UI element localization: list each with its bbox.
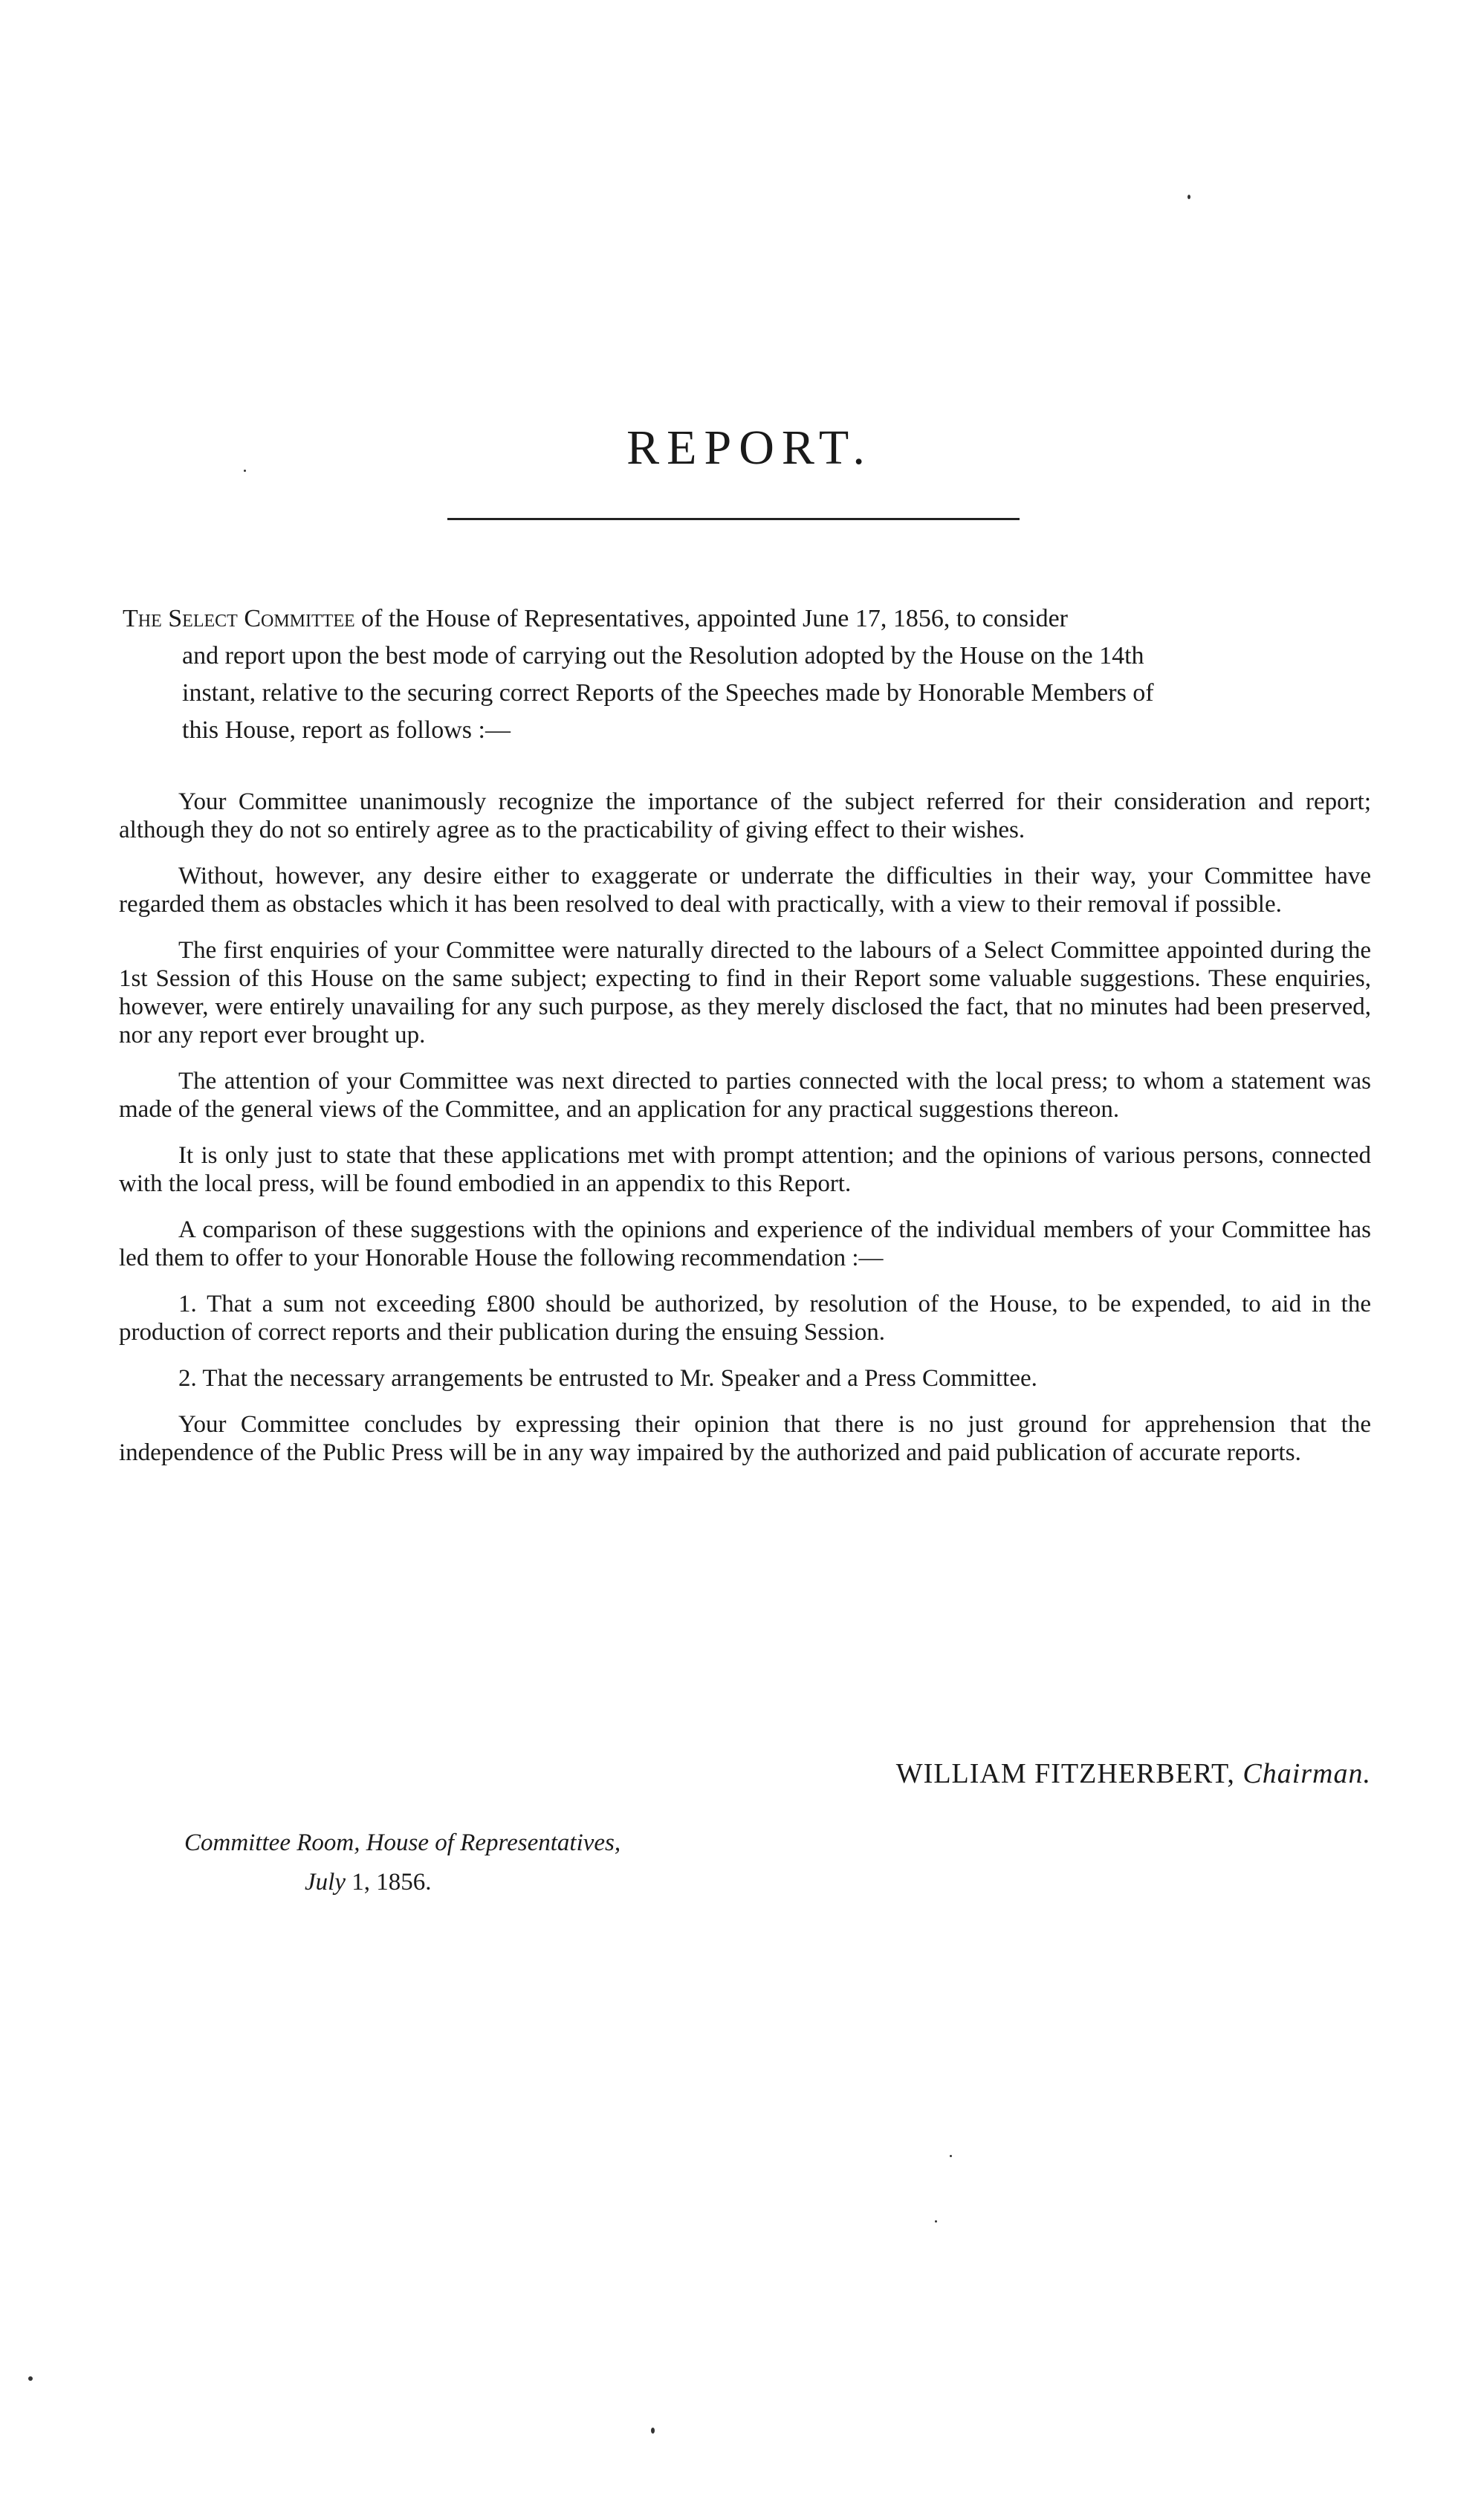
recommendation-number: 2.: [178, 1365, 197, 1392]
title-rule: [447, 518, 1020, 520]
recommendation-1: [119, 1290, 1371, 1346]
paragraph: It is only just to state that these applications met with prompt attention; and the opinions of various persons, connected with the local press, will be found embodied in an appendix to this Report.: [119, 1142, 1371, 1197]
paragraph: A comparison of these suggestions with the opinions and experience of the individual members of your Committee has led them to offer to your Honorable House the following recommendation :—: [119, 1216, 1371, 1271]
signature: [594, 1757, 1371, 1790]
closing-paragraph: Your Committee concludes by expressing their opinion that there is no just ground for apprehension that the independence of the Public Press will be in any way impaired by the authorized and paid publication of accurate reports.: [119, 1411, 1371, 1466]
paragraph: Without, however, any desire either to exaggerate or underrate the difficulties in their way, your Committee have regarded them as obstacles which it has been resolved to deal with practically, with a view to their removal if possible.: [119, 863, 1371, 918]
report-body: [119, 788, 1371, 1485]
print-speck: [950, 2155, 952, 2157]
print-speck: [935, 2220, 937, 2223]
recommendation-number: 1.: [178, 1291, 197, 1317]
date-month: July: [305, 1869, 346, 1896]
date-rest: 1, 1856.: [351, 1869, 432, 1896]
signing-place: Committee Room, House of Representatives,: [184, 1829, 621, 1856]
intro-paragraph: [123, 600, 1371, 749]
intro-line-1: [123, 600, 1371, 638]
paragraph: Your Committee unanimously recognize the importance of the subject referred for their consideration and report; although they do not so entirely agree as to the practicability of giving effect to their wishes.: [119, 788, 1371, 843]
recommendation-2: [119, 1364, 1371, 1393]
print-speck: [1187, 195, 1190, 199]
intro-line-3: instant, relative to the securing correct Reports of the Speeches made by Honorable Members of: [182, 679, 1154, 707]
intro-line-4: this House, report as follows :—: [182, 716, 511, 744]
paragraph: The first enquiries of your Committee were naturally directed to the labours of a Select Committee appointed during the 1st Session of this House on the same subject; expecting to find in their Report some valuable suggestions. These enquiries, however, were entirely unavailing for any such purpose, as they merely disclosed the fact, that no minutes had been preserved, nor any report ever brought up.: [119, 937, 1371, 1048]
signatory-name: WILLIAM FITZHERBERT,: [895, 1758, 1235, 1789]
print-speck: [244, 470, 246, 472]
page-title: REPORT.: [626, 421, 872, 475]
print-speck: [651, 2428, 655, 2434]
recommendation-text: That a sum not exceeding £800 should be authorized, by resolution of the House, to be expended, to aid in the production of correct reports and their publication during the ensuing Session.: [119, 1291, 1371, 1346]
intro-line-1-rest: of the House of Representatives, appointed June 17, 1856, to consider: [354, 605, 1068, 632]
paragraph: The attention of your Committee was next directed to parties connected with the local press; to whom a statement was made of the general views of the Committee, and an application for any practical suggestions thereon.: [119, 1068, 1371, 1123]
recommendation-text: That the necessary arrangements be entrusted to Mr. Speaker and a Press Committee.: [202, 1365, 1037, 1392]
signatory-role: Chairman.: [1242, 1758, 1371, 1789]
intro-line-2: and report upon the best mode of carrying out the Resolution adopted by the House on the 14th: [182, 642, 1144, 670]
signing-date: [305, 1869, 431, 1896]
intro-lead-caps: The Select Committee: [123, 605, 355, 632]
print-speck: [28, 2376, 33, 2381]
